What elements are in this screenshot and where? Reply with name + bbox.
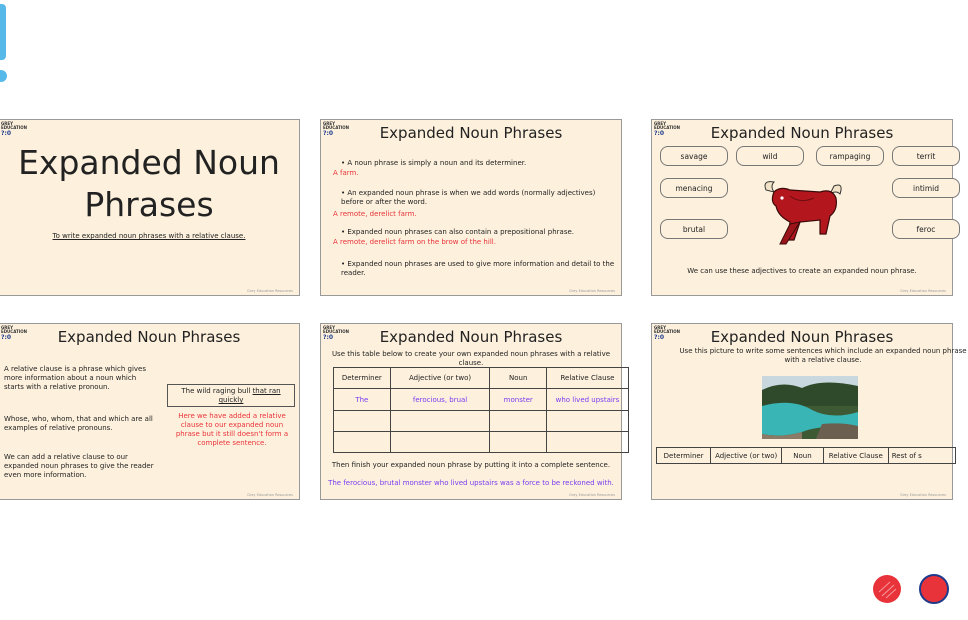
logo: GREY EDUCATION ?:0 xyxy=(1,121,27,137)
slide-title: Expanded Noun Phrases xyxy=(710,124,894,142)
slide-thumbnail-3[interactable] xyxy=(651,119,953,296)
slide-subtitle: To write expanded noun phrases with a relative clause. xyxy=(52,232,246,240)
table-cell xyxy=(334,432,391,453)
bullet-3: • Expanded noun phrases can also contain a prepositional phrase. xyxy=(341,228,574,236)
bull-illustration xyxy=(760,176,844,248)
table-header: Noun xyxy=(782,448,824,464)
table-header: Relative Clause xyxy=(546,368,628,389)
example-box: The wild raging bull that ran quickly xyxy=(167,384,295,407)
slide-title: Expanded Noun Phrases xyxy=(710,328,894,346)
bullet-4: • Expanded noun phrases are used to give more information and detail to the reader. xyxy=(341,260,615,277)
paragraph-1: A relative clause is a phrase which gives more information about a noun which starts with a relative pronoun. xyxy=(4,365,146,391)
table-cell xyxy=(546,432,628,453)
noun-phrase-table xyxy=(333,367,629,453)
table-cell: monster xyxy=(490,389,547,411)
bullet-2: • An expanded noun phrase is when we add words (normally adjectives) before or after the word. xyxy=(341,189,596,206)
example-3: A remote, derelict farm on the brow of the hill. xyxy=(333,238,496,246)
slide-thumbnail-5[interactable] xyxy=(320,323,622,500)
slide-footer: Grey Education Resources xyxy=(569,289,615,293)
explanation-note: Here we have added a relative clause to our expanded noun phrase but it still doesn't form a complete sentence. xyxy=(175,412,289,447)
slide-thumbnail-6[interactable] xyxy=(651,323,967,500)
slide-footer: Grey Education Resources xyxy=(900,289,946,293)
bullet-1: • A noun phrase is simply a noun and its determiner. xyxy=(341,159,527,167)
word-card: intimid xyxy=(892,178,960,198)
red-dot-icon xyxy=(872,574,902,604)
word-card: rampaging xyxy=(816,146,884,166)
table-cell: ferocious, brual xyxy=(390,389,490,411)
table-header: Determiner xyxy=(334,368,391,389)
slide-footer: Grey Education Resources xyxy=(569,493,615,497)
slide-intro: Use this table below to create your own expanded noun phrases with a relative clause. xyxy=(331,350,611,367)
word-card: wild xyxy=(736,146,804,166)
slide-caption: We can use these adjectives to create an expanded noun phrase. xyxy=(687,267,917,275)
table-header: Adjective (or two) xyxy=(390,368,490,389)
slide-footer: Grey Education Resources xyxy=(247,493,293,497)
slide-title: Expanded Noun Phrases xyxy=(18,143,280,224)
logo: GREY EDUCATION ?:0 xyxy=(323,325,349,341)
logo: GREY EDUCATION ?:0 xyxy=(323,121,349,137)
example-2: A remote, derelict farm. xyxy=(333,210,417,218)
slide-title: Expanded Noun Phrases xyxy=(379,124,563,142)
slide-thumbnail-4[interactable] xyxy=(0,323,300,500)
exclamation-icon xyxy=(0,4,10,84)
logo: GREY EDUCATION ?:0 xyxy=(654,325,680,341)
slide-thumbnail-1[interactable] xyxy=(0,119,300,296)
table-cell: The xyxy=(334,389,391,411)
slide-title: Expanded Noun Phrases xyxy=(57,328,241,346)
word-card: savage xyxy=(660,146,728,166)
table-header: Noun xyxy=(490,368,547,389)
table-cell xyxy=(546,411,628,432)
table-header: Determiner xyxy=(657,448,711,464)
table-cell xyxy=(490,411,547,432)
table-header: Relative Clause xyxy=(823,448,888,464)
table-cell: who lived upstairs xyxy=(546,389,628,411)
noun-phrase-table xyxy=(656,447,956,464)
red-blue-dot-icon xyxy=(919,574,949,604)
slide-instruction: Then finish your expanded noun phrase by putting it into a complete sentence. xyxy=(331,461,611,469)
table-cell xyxy=(490,432,547,453)
word-card: menacing xyxy=(660,178,728,198)
paragraph-2: Whose, who, whom, that and which are all examples of relative pronouns. xyxy=(4,415,153,432)
river-photo xyxy=(762,376,858,439)
slide-footer: Grey Education Resources xyxy=(900,493,946,497)
slide-intro: Use this picture to write some sentences which include an expanded noun phrase with a relative clause. xyxy=(679,347,967,364)
slide-footer: Grey Education Resources xyxy=(247,289,293,293)
word-card: territ xyxy=(892,146,960,166)
table-header: Adjective (or two) xyxy=(711,448,782,464)
table-header: Rest of s xyxy=(888,448,955,464)
paragraph-3: We can add a relative clause to our expanded noun phrases to give the reader even more information. xyxy=(4,453,154,479)
word-card: brutal xyxy=(660,219,728,239)
logo: GREY EDUCATION ?:0 xyxy=(1,325,27,341)
table-cell xyxy=(390,411,490,432)
table-cell xyxy=(334,411,391,432)
logo: GREY EDUCATION ?:0 xyxy=(654,121,680,137)
table-cell xyxy=(390,432,490,453)
word-card: feroc xyxy=(892,219,960,239)
slide-title: Expanded Noun Phrases xyxy=(379,328,563,346)
slide-thumbnail-2[interactable] xyxy=(320,119,622,296)
example-1: A farm. xyxy=(333,169,359,177)
example-sentence: The ferocious, brutal monster who lived upstairs was a force to be reckoned with. xyxy=(328,479,614,487)
